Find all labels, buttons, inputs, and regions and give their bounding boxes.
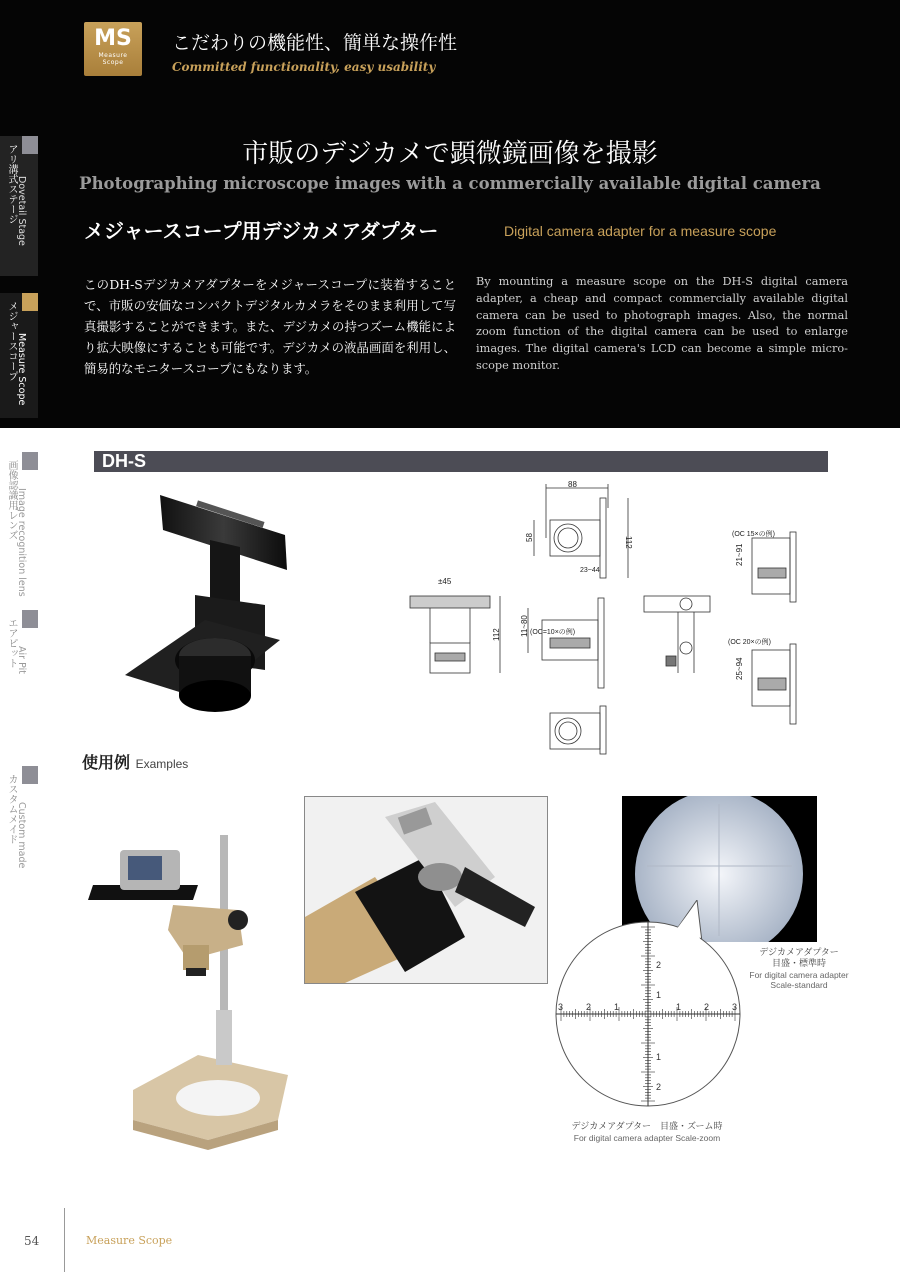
tab-jp: アピット	[6, 628, 17, 668]
drawing-oc15	[752, 532, 796, 602]
main-title-jp: 市販のデジカメで顕微鏡画像を撮影	[242, 139, 658, 169]
drawing-front-view	[410, 596, 500, 673]
tick-label: 2	[586, 1002, 592, 1012]
tab-jp: ジャースコープ	[6, 311, 17, 381]
product-name-bar: DH-S	[94, 451, 828, 472]
header-title-jp: こだわりの機能性、簡単な操作性	[172, 32, 458, 54]
dim-25-94: 25~94	[735, 657, 744, 680]
dim-23-44: 23~44	[580, 567, 600, 574]
drawing-oc10	[528, 598, 604, 688]
label-oc15: (OC 15×の例)	[732, 531, 775, 538]
side-tab-image-lens[interactable]	[0, 452, 38, 597]
footer-divider	[64, 1208, 65, 1272]
caption-scale-zoom	[552, 1122, 742, 1143]
caption-scale-standard	[734, 948, 864, 990]
example-photo-stand	[88, 820, 298, 1150]
dim-88: 88	[568, 480, 577, 489]
tab-initial: ア	[6, 144, 17, 154]
dim-58: 58	[525, 533, 534, 542]
tab-en: Dovetail Stage	[16, 176, 27, 246]
examples-title	[82, 750, 188, 773]
paragraph-jp: このDH-Sデジカメアダプターをメジャースコープに装着することで、市販の安価なコンパクトデジタルカメラをそのまま利用して写真撮影することができます。また、デジカメの持つズーム機能により拡大映像にすることも可能です。デジカメの液晶画面を利用し、簡易的なモニタースコープにもなります。	[84, 277, 456, 376]
dim-112: 112	[624, 536, 633, 549]
technical-drawings	[400, 478, 820, 768]
caption-zoom-jp: デジカメアダプター 目盛・ズーム時	[571, 1122, 723, 1132]
caption-std-jp1: デジカメアダプター	[759, 948, 839, 958]
dim-pm45: ±45	[438, 577, 452, 586]
badge-small-2: Scope	[102, 59, 124, 66]
tick-label: 2	[656, 1082, 662, 1092]
page-number: 54	[24, 1234, 40, 1248]
label-oc20: (OC 20×の例)	[728, 639, 771, 646]
drawing-top-view	[534, 484, 628, 578]
tick-label: 2	[704, 1002, 710, 1012]
tab-initial: メ	[6, 301, 17, 311]
main-title-en: Photographing microscope images with a commercially available digital camera	[79, 174, 821, 193]
ms-badge	[84, 22, 142, 76]
tab-jp: 像認識用レンズ	[6, 470, 17, 540]
dim-112b: 112	[492, 628, 501, 641]
tab-en: Air Pit	[16, 646, 27, 674]
badge-text: MS	[94, 26, 132, 51]
side-tab-air-pit[interactable]	[0, 610, 38, 690]
examples-title-jp: 使用例	[82, 753, 131, 772]
tick-label: 1	[656, 1052, 662, 1062]
subtitle-en: Digital camera adapter for a measure scope	[504, 223, 777, 239]
example-photo-closeup	[304, 796, 548, 984]
tick-label: 1	[656, 990, 662, 1000]
tab-initial: 画	[6, 460, 17, 470]
tick-label: 1	[614, 1002, 620, 1012]
subtitle-jp: メジャースコープ用デジカメアダプター	[84, 219, 439, 243]
caption-std-jp2: 目盛・標準時	[771, 959, 826, 969]
caption-std-en2: Scale-standard	[770, 980, 828, 990]
footer-section: Measure Scope	[86, 1234, 173, 1247]
tab-en: Image recognition lens	[16, 488, 27, 597]
tab-initial: エ	[6, 618, 17, 628]
side-tab-dovetail[interactable]	[0, 136, 38, 276]
header-title-en: Committed functionality, easy usability	[172, 60, 436, 74]
scale-zoom-reticle	[552, 900, 752, 1122]
side-tab-custom-made[interactable]	[0, 766, 38, 876]
tab-en: Custom made	[16, 802, 27, 869]
caption-zoom-en: For digital camera adapter Scale-zoom	[573, 1133, 721, 1143]
tick-label: 1	[676, 1002, 682, 1012]
label-oc10: (OC=10×の例)	[530, 629, 576, 636]
tab-jp: リ溝式ステージ	[6, 154, 17, 224]
drawing-rear-view	[644, 596, 710, 673]
badge-small-1: Measure	[98, 52, 128, 59]
examples-title-en: Examples	[135, 757, 189, 771]
caption-std-en1: For digital camera adapter	[749, 970, 849, 980]
side-tab-measure-scope[interactable]	[0, 293, 38, 418]
drawing-oc20	[752, 644, 796, 724]
tab-initial: カ	[6, 774, 17, 784]
drawing-bottom-view	[550, 706, 606, 754]
tick-label: 2	[656, 960, 662, 970]
dim-11-80: 11~80	[520, 615, 529, 637]
tick-label: 3	[732, 1002, 738, 1012]
dim-21-91: 21~91	[735, 543, 744, 566]
tab-en: Measure Scope	[16, 333, 27, 406]
tick-label: 3	[558, 1002, 564, 1012]
tab-jp: スタムメイド	[6, 784, 17, 844]
paragraph-en: By mounting a measure scope on the DH-S digital camera adapter, a cheap and compact commercially available digital camera can be used to photograph images. Also, the normal zoom function of the digital camera can be used to enlarge images. The digital camera's LCD can become a simple micro-scope monitor.	[476, 275, 848, 372]
adapter-photo	[115, 485, 325, 730]
